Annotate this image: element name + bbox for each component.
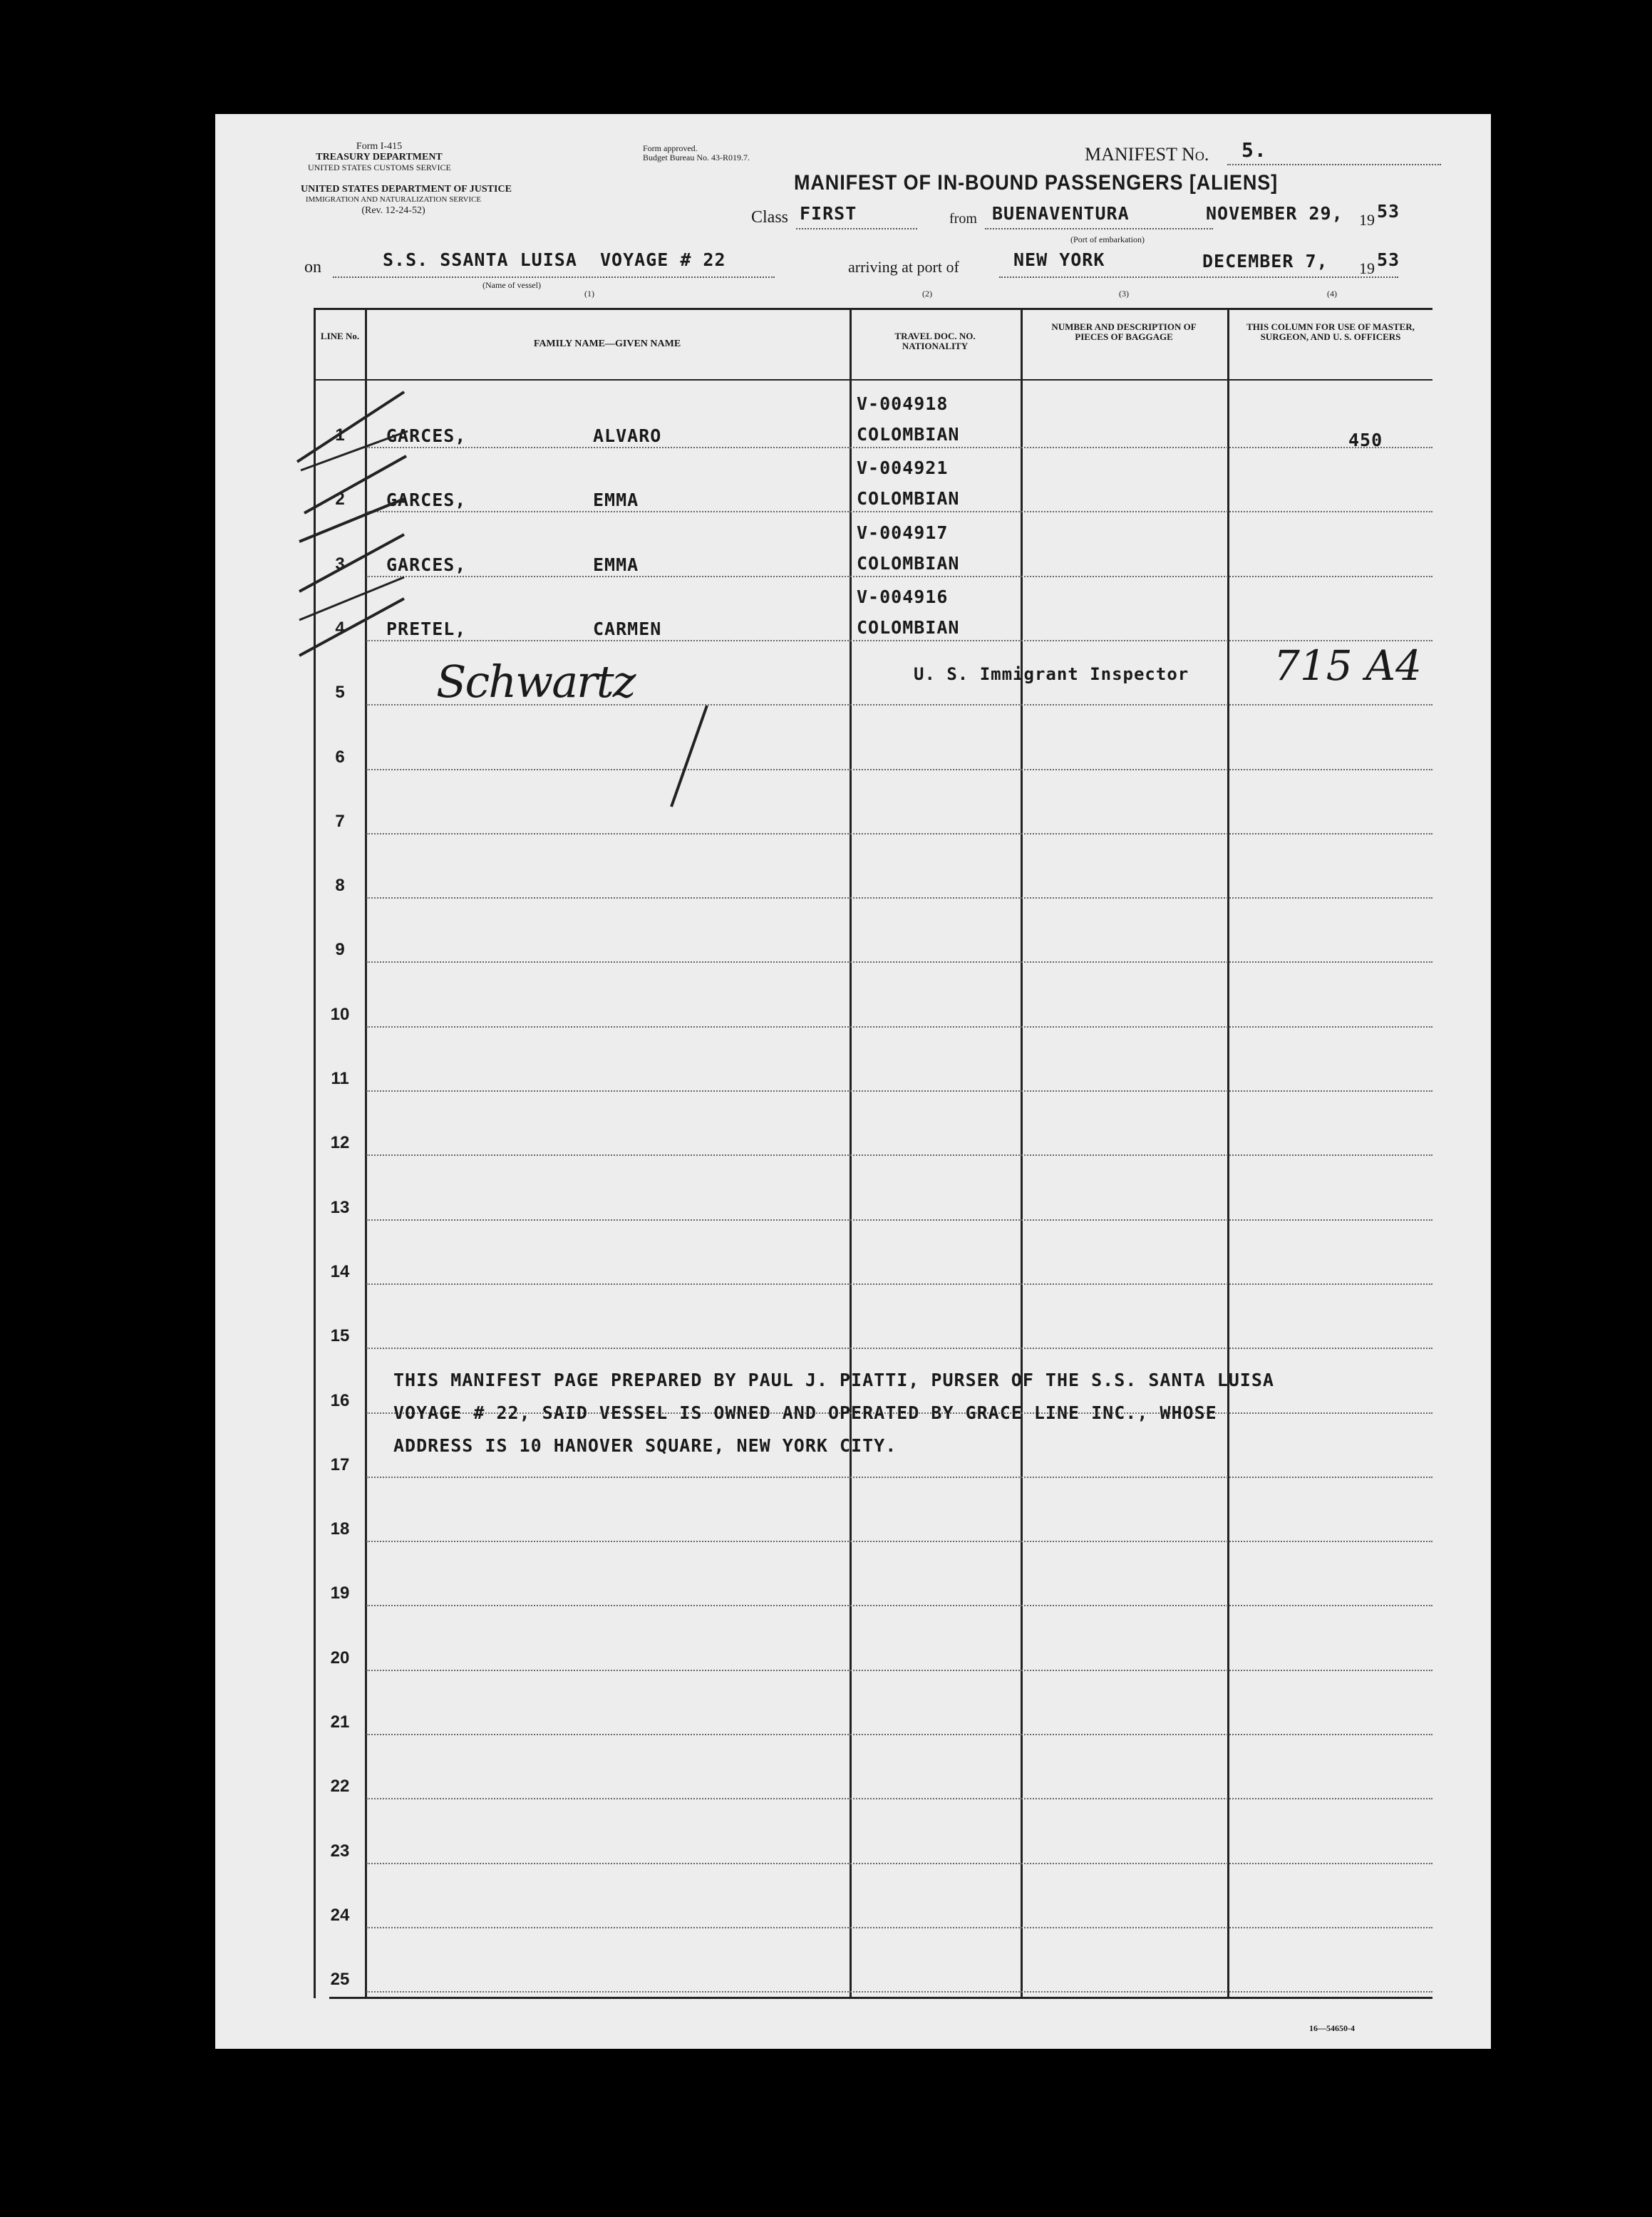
col-header-travel-doc: TRAVEL DOC. NO. NATIONALITY bbox=[894, 331, 976, 351]
purser-statement-line-3: ADDRESS IS 10 HANOVER SQUARE, NEW YORK CITY. bbox=[393, 1435, 897, 1456]
manifest-no-value: 5. bbox=[1241, 138, 1267, 162]
col-header-name: FAMILY NAME—GIVEN NAME bbox=[533, 339, 681, 349]
arrival-year: 53 bbox=[1377, 249, 1400, 270]
passenger-given-name: CARMEN bbox=[593, 618, 662, 639]
line-number: 1 bbox=[335, 425, 345, 445]
port-embarkation-caption: (Port of embarkation) bbox=[1070, 234, 1145, 244]
line-number: 3 bbox=[335, 554, 345, 574]
passenger-nationality: COLOMBIAN bbox=[857, 488, 960, 510]
line-number: 11 bbox=[331, 1069, 349, 1088]
line-number: 17 bbox=[330, 1454, 350, 1474]
handwritten-strokes bbox=[215, 114, 1491, 2049]
approval-info: Form approved. Budget Bureau No. 43-R019.7. bbox=[643, 143, 750, 162]
form-info: Form I-415 TREASURY DEPARTMENT UNITED STATES CUSTOMS SERVICE bbox=[308, 141, 451, 172]
col1-number: (1) bbox=[584, 289, 594, 299]
line-number: 13 bbox=[330, 1197, 350, 1217]
line-number: 14 bbox=[330, 1261, 350, 1281]
arrival-date: DECEMBER 7, bbox=[1202, 251, 1328, 272]
signature: Schwartz bbox=[436, 656, 635, 708]
line-number: 4 bbox=[335, 618, 345, 638]
line-number: 6 bbox=[335, 747, 345, 767]
passenger-note: 450 bbox=[1348, 430, 1383, 450]
line-number: 15 bbox=[330, 1326, 350, 1346]
line-number: 21 bbox=[330, 1712, 350, 1732]
line-number: 22 bbox=[330, 1777, 350, 1797]
passenger-family-name: PRETEL, bbox=[386, 618, 467, 639]
passenger-given-name: ALVARO bbox=[593, 425, 662, 446]
col2-number: (2) bbox=[922, 289, 932, 299]
inspector-stamp: U. S. Immigrant Inspector bbox=[914, 664, 1189, 684]
line-number: 10 bbox=[330, 1004, 350, 1024]
line-number: 19 bbox=[330, 1583, 350, 1603]
class-value: FIRST bbox=[800, 203, 857, 224]
passenger-nationality: COLOMBIAN bbox=[857, 424, 960, 445]
col3-number: (3) bbox=[1119, 289, 1129, 299]
arrival-year-prefix: 19 bbox=[1359, 259, 1375, 277]
col-header-baggage: NUMBER AND DESCRIPTION OF PIECES OF BAGGAGE bbox=[1051, 321, 1197, 342]
line-number: 23 bbox=[330, 1841, 350, 1861]
passenger-nationality: COLOMBIAN bbox=[857, 616, 960, 638]
line-number: 24 bbox=[330, 1905, 350, 1925]
vessel-caption: (Name of vessel) bbox=[482, 280, 541, 290]
from-label: from bbox=[949, 211, 977, 227]
passenger-nationality: COLOMBIAN bbox=[857, 552, 960, 574]
line-number: 12 bbox=[330, 1133, 350, 1153]
passenger-doc-number: V-004918 bbox=[857, 393, 949, 414]
passenger-given-name: EMMA bbox=[593, 554, 639, 575]
arrival-port: NEW YORK bbox=[1013, 249, 1105, 270]
line-number: 8 bbox=[335, 876, 345, 896]
page-title: MANIFEST OF IN-BOUND PASSENGERS [ALIENS] bbox=[794, 171, 1279, 195]
passenger-family-name: GARCES, bbox=[386, 425, 467, 446]
passenger-doc-number: V-004916 bbox=[857, 586, 949, 607]
purser-statement-line-1: THIS MANIFEST PAGE PREPARED BY PAUL J. PIATTI, PURSER OF THE S.S. SANTA LUISA bbox=[393, 1370, 1274, 1390]
passenger-doc-number: V-004917 bbox=[857, 522, 949, 543]
manifest-page bbox=[215, 114, 1491, 2049]
line-number: 18 bbox=[330, 1519, 350, 1539]
line-number: 7 bbox=[335, 811, 345, 831]
line-number: 20 bbox=[330, 1648, 350, 1668]
class-label: Class bbox=[751, 208, 789, 227]
departure-year-prefix: 19 bbox=[1359, 211, 1375, 229]
col-header-line-no: LINE No. bbox=[320, 331, 360, 341]
manifest-no-label: MANIFEST No. bbox=[1085, 144, 1209, 165]
passenger-family-name: GARCES, bbox=[386, 554, 467, 575]
vessel-value: S.S. SSANTA LUISA VOYAGE # 22 bbox=[383, 249, 726, 270]
line-number: 2 bbox=[335, 490, 345, 510]
col-header-officers: THIS COLUMN FOR USE OF MASTER, SURGEON, AND U. S. OFFICERS bbox=[1246, 321, 1415, 342]
line-number: 9 bbox=[335, 940, 345, 960]
print-code: 16—54650-4 bbox=[1309, 2023, 1355, 2033]
passenger-doc-number: V-004921 bbox=[857, 458, 949, 479]
department-info: UNITED STATES DEPARTMENT OF JUSTICE IMMIGRATION AND NATURALIZATION SERVICE (Rev. 12-24-52) bbox=[301, 184, 512, 216]
from-value: BUENAVENTURA bbox=[992, 203, 1130, 224]
arriving-label: arriving at port of bbox=[848, 258, 959, 276]
line-number: 25 bbox=[330, 1970, 350, 1990]
purser-statement-line-2: VOYAGE # 22, SAID VESSEL IS OWNED AND OPERATED BY GRACE LINE INC., WHOSE bbox=[393, 1402, 1217, 1423]
on-label: on bbox=[304, 258, 321, 277]
line-number: 16 bbox=[330, 1390, 350, 1410]
departure-date: NOVEMBER 29, bbox=[1206, 203, 1343, 224]
line-number: 5 bbox=[335, 683, 345, 703]
inspector-mark: 715 A4 bbox=[1274, 641, 1422, 690]
passenger-given-name: EMMA bbox=[593, 490, 639, 511]
col4-number: (4) bbox=[1327, 289, 1337, 299]
passenger-family-name: GARCES, bbox=[386, 490, 467, 511]
departure-year: 53 bbox=[1377, 201, 1400, 222]
